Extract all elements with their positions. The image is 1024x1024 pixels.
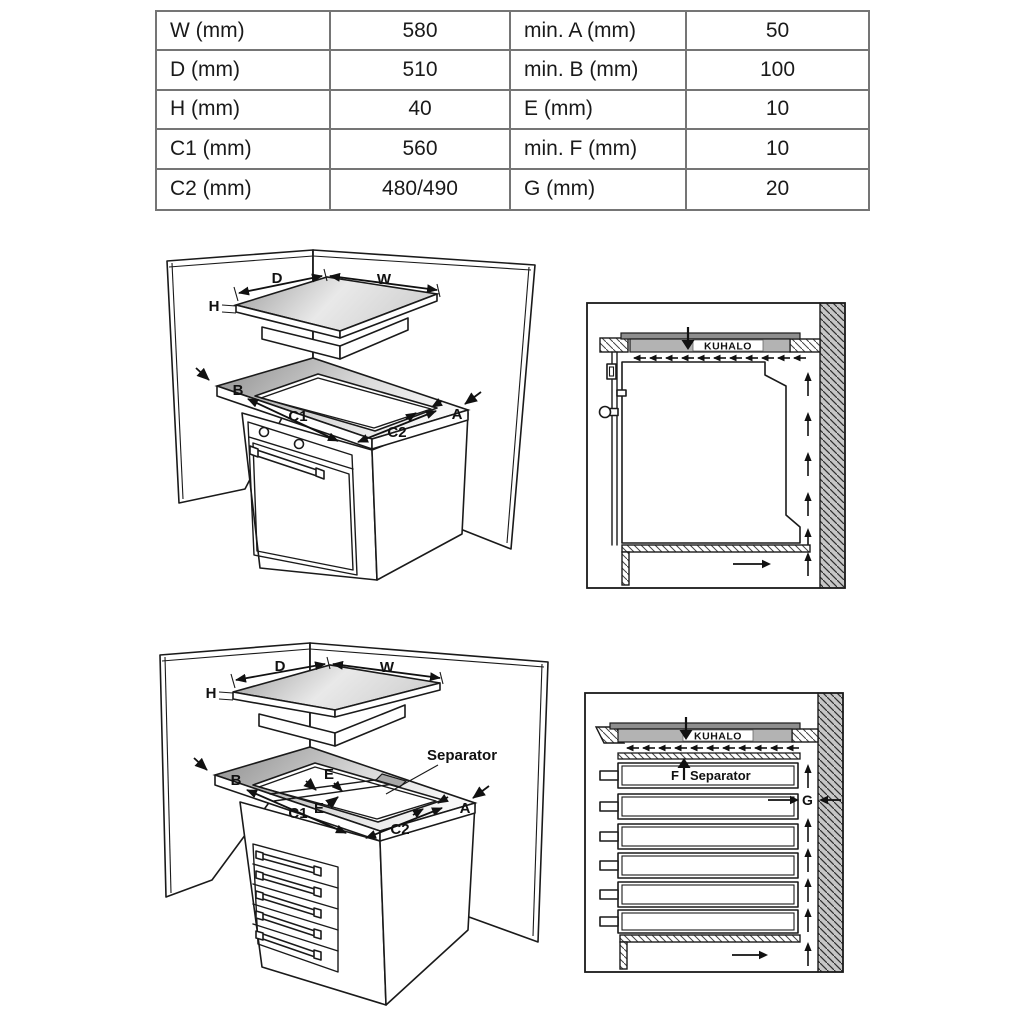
dim-label-h: H [205, 685, 217, 702]
spec-value: 50 [687, 12, 868, 51]
cross-section-drawers [582, 690, 846, 980]
spec-label: min. B (mm) [511, 51, 687, 90]
spec-value: 10 [687, 91, 868, 130]
spec-label: min. A (mm) [511, 12, 687, 51]
dim-label-a: A [451, 406, 463, 423]
dim-label-w: W [379, 659, 395, 676]
dim-label-b: B [230, 772, 242, 789]
dim-label-f: F [671, 768, 679, 783]
spec-label: D (mm) [157, 51, 331, 90]
airflow-left-arrows [626, 745, 799, 752]
spec-value: 510 [331, 51, 511, 90]
dim-label-w: W [376, 271, 392, 288]
spec-label: E (mm) [511, 91, 687, 130]
dim-label-d: D [271, 270, 283, 287]
dimension-spec-table [155, 10, 870, 211]
dim-label-c1: C1 [288, 408, 308, 425]
spec-value: 40 [331, 91, 511, 130]
built-in-oven [600, 352, 801, 545]
dim-label-h: H [208, 298, 220, 315]
dim-label-g: G [802, 792, 813, 808]
dim-label-e-top: E [323, 766, 335, 783]
dim-label-c2: C2 [387, 424, 407, 441]
dim-label-d: D [274, 658, 286, 675]
spec-value: 10 [687, 130, 868, 169]
iso-view-oven-installation [150, 243, 555, 628]
hob-brand-label: KUHALO [694, 730, 742, 743]
section-hob-assembly [596, 723, 818, 743]
separator-label: Separator [690, 768, 751, 783]
separator-label: Separator [427, 747, 498, 764]
spec-value: 20 [687, 170, 868, 209]
hob-brand-label: KUHALO [704, 340, 752, 353]
spec-label: W (mm) [157, 12, 331, 51]
cross-section-oven [585, 300, 847, 592]
cabinet-base [620, 935, 812, 969]
wall-hatched [818, 693, 843, 972]
wall-hatched [820, 303, 845, 588]
spec-label: G (mm) [511, 170, 687, 209]
dim-label-b: B [232, 382, 244, 399]
cabinet-base [622, 545, 812, 585]
separator-plate-section [618, 753, 800, 759]
dim-label-c2: C2 [390, 821, 410, 838]
spec-value: 580 [331, 12, 511, 51]
f-clearance [671, 758, 751, 783]
iso-view-drawers-installation [150, 632, 578, 1020]
spec-value: 480/490 [331, 170, 511, 209]
section-hob-assembly [600, 333, 820, 353]
dim-label-e-bottom: E [313, 800, 325, 817]
spec-value: 560 [331, 130, 511, 169]
drawer-stack [600, 763, 798, 933]
airflow-left-arrows [633, 355, 806, 362]
airflow-up-arrows [804, 764, 811, 932]
spec-value: 100 [687, 51, 868, 90]
dim-label-a: A [459, 800, 471, 817]
spec-label: min. F (mm) [511, 130, 687, 169]
dim-label-c1: C1 [288, 805, 308, 822]
spec-label: C2 (mm) [157, 170, 331, 209]
airflow-up-arrows [804, 372, 811, 552]
spec-label: H (mm) [157, 91, 331, 130]
spec-label: C1 (mm) [157, 130, 331, 169]
